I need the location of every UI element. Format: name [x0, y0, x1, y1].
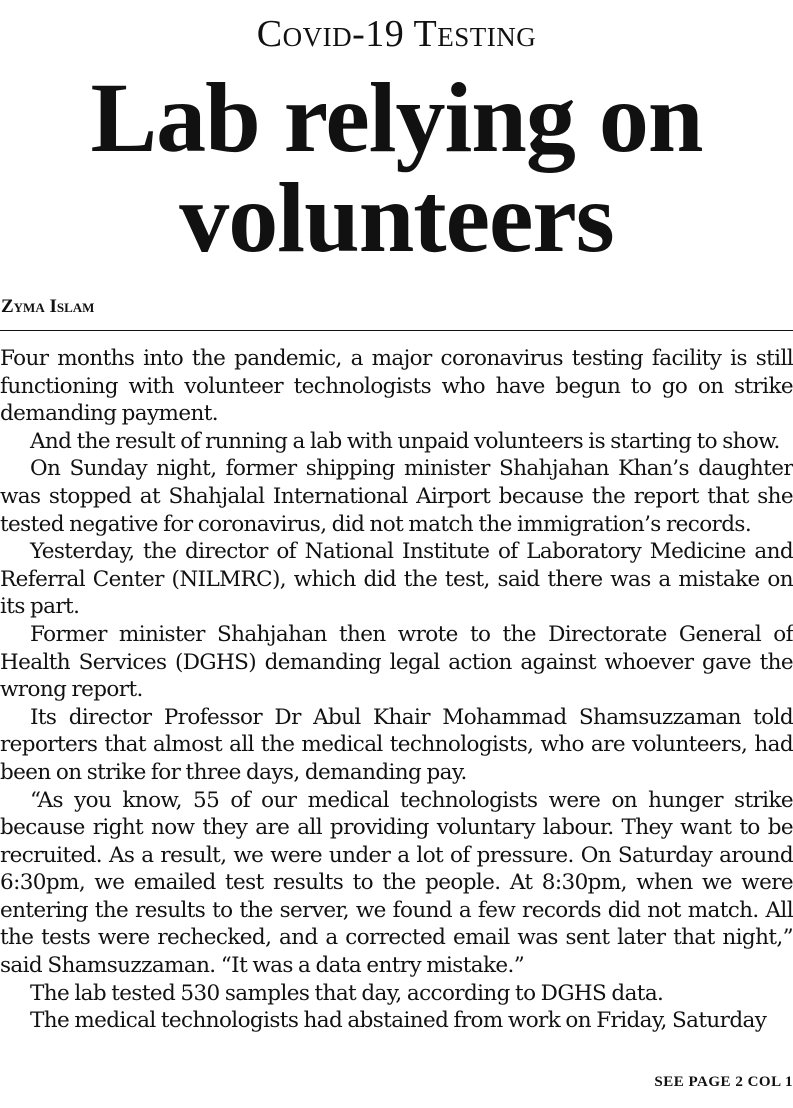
paragraph: Former minister Shahjahan then wrote to the Directorate General of Health Services (DGHS) demanding legal action against whoever gave the wrong report. — [0, 621, 793, 703]
headline-line-1: Lab relying on — [90, 62, 703, 173]
paragraph: Four months into the pandemic, a major coronavirus testing facility is still functioning with volunteer technologists who have begun to go on strike demanding payment. — [0, 346, 793, 427]
paragraph: Yesterday, the director of National Institute of Laboratory Medicine and Referral Center (NILMRC), which did the test, said there was a mistake on its part. — [0, 539, 793, 620]
paragraph: “As you know, 55 of our medical technologists were on hunger strike because right now they are all providing voluntary labour. They want to be recruited. As a result, we were under a lot of pressure. On Saturday around 6:30pm, we emailed test results to the people. At 8:30pm, when we were entering the results to the server, we found a few records did not match. All the tests were rechecked, and a corrected email was sent later that night,” said Shamsuzzaman. “It was a data entry mistake.” — [0, 787, 793, 979]
article-body — [0, 345, 793, 1035]
byline-divider — [0, 330, 793, 331]
section-kicker: Covid-19 Testing — [256, 13, 537, 55]
paragraph: And the result of running a lab with unpaid volunteers is starting to show. — [30, 428, 780, 454]
continuation-jump-line: SEE PAGE 2 COL 1 — [654, 1074, 793, 1090]
headline — [0, 62, 793, 273]
paragraph: The lab tested 530 samples that day, according to DGHS data. — [30, 980, 664, 1006]
paragraph: Its director Professor Dr Abul Khair Mohammad Shamsuzzaman told reporters that almost all the medical technologists, who are volunteers, had been on strike for three days, demanding pay. — [0, 704, 793, 785]
paragraph: The medical technologists had abstained from work on Friday, Saturday — [30, 1008, 767, 1034]
byline: Zyma Islam — [1, 296, 95, 317]
paragraph: On Sunday night, former shipping minister Shahjahan Khan’s daughter was stopped at Shahjalal International Airport because the report that she tested negative for coronavirus, did not match the immigration’s records. — [0, 456, 793, 537]
headline-line-2: volunteers — [179, 162, 614, 273]
